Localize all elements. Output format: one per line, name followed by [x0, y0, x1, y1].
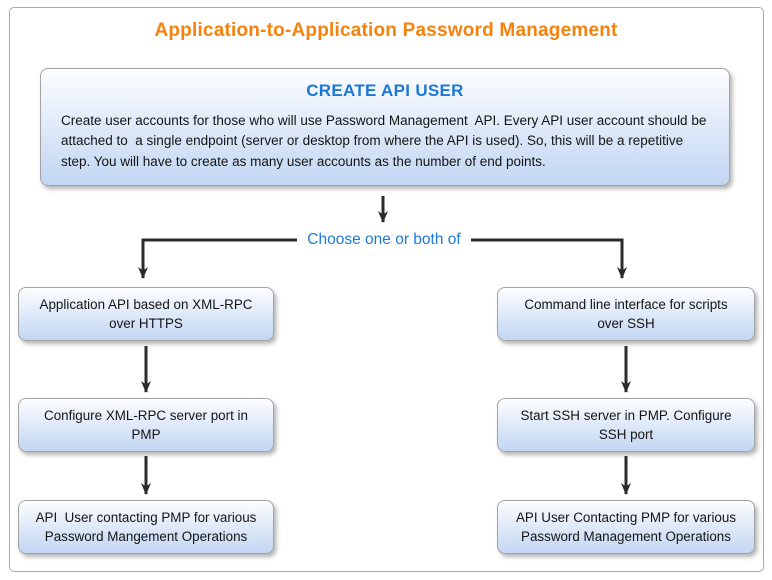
node-right-cli-ssh: Command line interface for scripts over SSH [497, 287, 755, 341]
node-create-api-user [40, 68, 730, 186]
node-right-api-user-operations: API User Contacting PMP for various Password Management Operations [497, 500, 755, 554]
choice-label: Choose one or both of [307, 231, 461, 248]
node-left-configure-port: Configure XML-RPC server port in PMP [18, 398, 274, 452]
node-left-xmlrpc-api: Application API based on XML-RPC over HTTPS [18, 287, 274, 341]
page-title: Application-to-Application Password Management [154, 20, 618, 41]
node-create-api-user-body: Create user accounts for those who will use Password Management API. Every API user account should be attached to a single endpoint (server or desktop from where the API is used). So, this will be a repetitive step. You will have to create as many user accounts as the number of end points. [61, 113, 711, 169]
node-left-api-user-operations: API User contacting PMP for various Password Mangement Operations [18, 500, 274, 554]
node-right-start-ssh-server: Start SSH server in PMP. Configure SSH port [497, 398, 755, 452]
node-create-api-user-title: CREATE API USER [306, 81, 464, 100]
